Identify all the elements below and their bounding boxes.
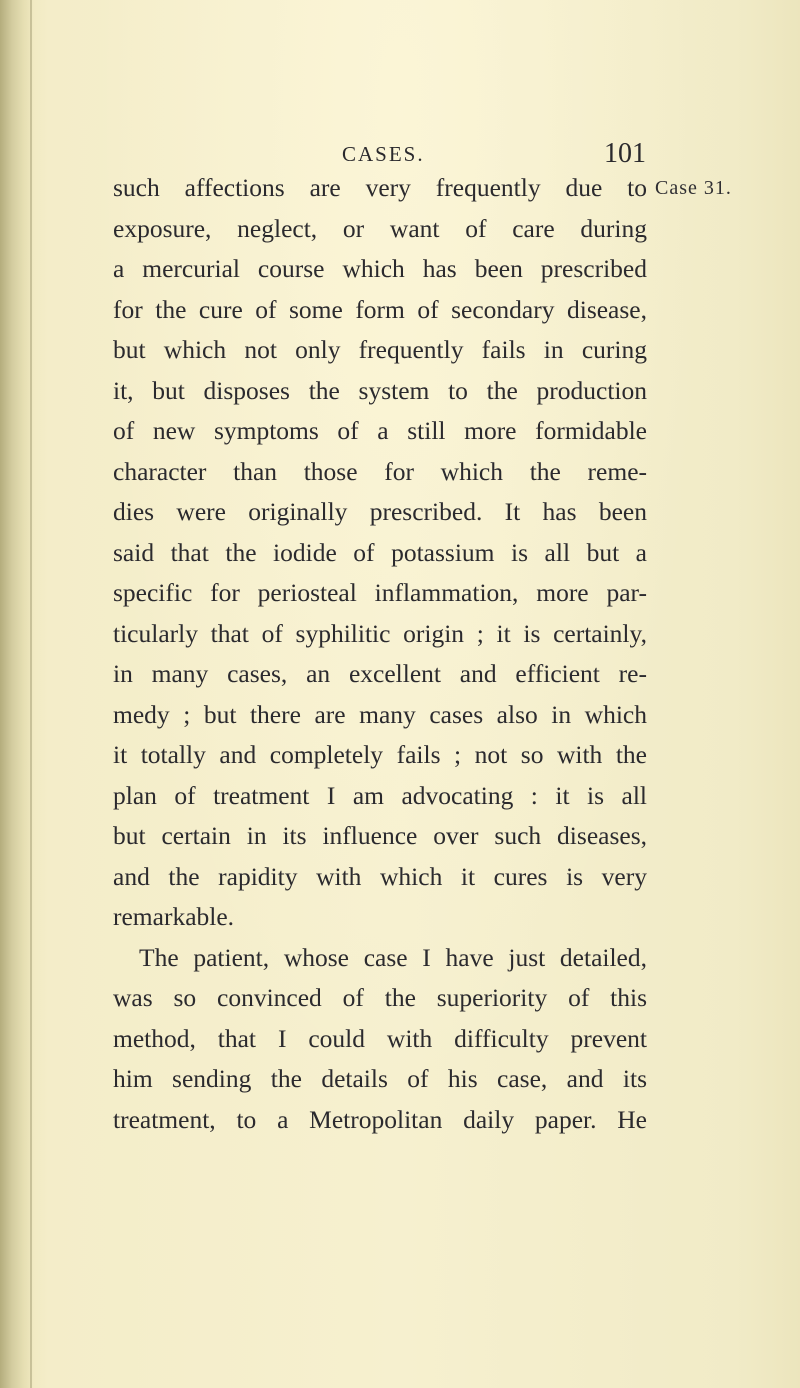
text-line: a mercurial course which has been prescribed: [113, 254, 647, 283]
text-line: exposure, neglect, or want of care during: [113, 213, 647, 243]
text-line: specific for periosteal inflammation, more par-: [113, 578, 647, 607]
margin-note-case: Case 31.: [655, 177, 732, 199]
running-title: CASES.: [342, 142, 425, 166]
body-text: [113, 168, 647, 1140]
text-line: treatment, to a Metropolitan daily paper. He: [113, 1104, 647, 1134]
text-line: was so convinced of the superiority of this: [113, 983, 647, 1012]
gutter-line: [30, 0, 32, 1388]
text-line: plan of treatment I am advocating : it is all: [113, 780, 647, 810]
text-line: and the rapidity with which it cures is very: [113, 861, 647, 891]
text-line: him sending the details of his case, and its: [113, 1064, 647, 1093]
text-line: it totally and completely fails ; not so with the: [113, 740, 647, 769]
text-line: ticularly that of syphilitic origin ; it is certainly,: [113, 618, 647, 648]
text-line: for the cure of some form of secondary disease,: [113, 294, 647, 324]
text-line: remarkable.: [113, 902, 235, 931]
text-line: method, that I could with difficulty prevent: [113, 1023, 647, 1053]
text-line: medy ; but there are many cases also in which: [113, 699, 647, 729]
text-line: such affections are very frequently due to: [113, 173, 647, 202]
text-line: character than those for which the reme-: [113, 456, 647, 486]
text-line: dies were originally prescribed. It has been: [113, 497, 647, 526]
text-line: in many cases, an excellent and efficient re-: [113, 659, 647, 688]
text-line: but certain in its influence over such diseases,: [113, 821, 647, 850]
text-line: The patient, whose case I have just detailed,: [139, 942, 647, 972]
text-line: of new symptoms of a still more formidable: [113, 416, 647, 445]
text-line: said that the iodide of potassium is all but a: [113, 537, 647, 567]
text-line: it, but disposes the system to the production: [113, 375, 647, 405]
book-spine-shadow: [0, 0, 34, 1388]
page-number: 101: [604, 138, 646, 169]
text-line: but which not only frequently fails in curing: [113, 335, 647, 364]
